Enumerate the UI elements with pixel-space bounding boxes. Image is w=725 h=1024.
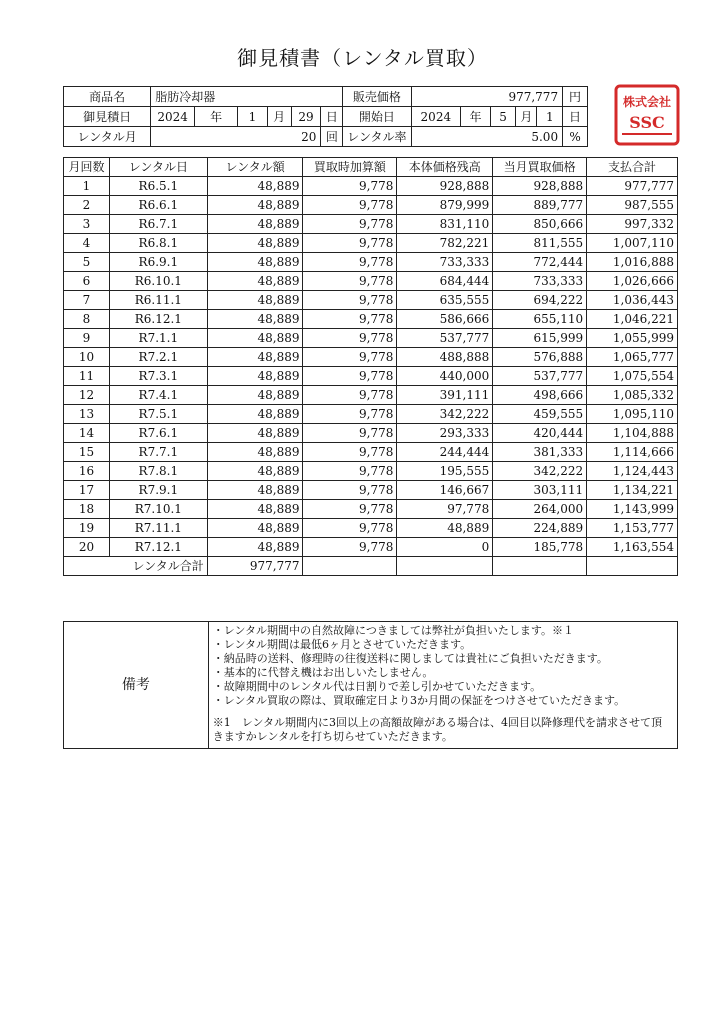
month-number-cell: 20	[64, 538, 110, 557]
remaining-balance-cell: 146,667	[397, 481, 493, 500]
buyout-addition-cell: 9,778	[303, 348, 397, 367]
remarks-line: ・納品時の送料、修理時の往復送料に関しましては貴社にご負担いただきます。	[212, 652, 608, 665]
remaining-balance-cell: 97,778	[397, 500, 493, 519]
month-number-cell: 9	[64, 329, 110, 348]
payment-total-cell: 1,104,888	[587, 424, 678, 443]
rental-date-cell: R7.7.1	[109, 443, 207, 462]
company-seal-icon	[614, 84, 680, 146]
remaining-balance-cell: 928,888	[397, 177, 493, 196]
remaining-balance-cell: 244,444	[397, 443, 493, 462]
payment-total-cell: 1,085,332	[587, 386, 678, 405]
empty-cell	[397, 557, 493, 576]
remaining-balance-cell: 684,444	[397, 272, 493, 291]
month-number-cell: 6	[64, 272, 110, 291]
buyout-addition-cell: 9,778	[303, 253, 397, 272]
buyout-addition-cell: 9,778	[303, 386, 397, 405]
month-number-cell: 12	[64, 386, 110, 405]
start-date-year: 2024	[411, 107, 461, 127]
rental-months-unit: 回	[321, 127, 343, 147]
rental-date-cell: R7.11.1	[109, 519, 207, 538]
month-number-cell: 14	[64, 424, 110, 443]
remaining-balance-cell: 293,333	[397, 424, 493, 443]
rental-amount-cell: 48,889	[207, 500, 303, 519]
buyout-addition-cell: 9,778	[303, 367, 397, 386]
table-row	[64, 500, 678, 519]
buyout-price-cell: 811,555	[493, 234, 587, 253]
rental-date-cell: R7.8.1	[109, 462, 207, 481]
rental-amount-cell: 48,889	[207, 481, 303, 500]
table-row	[64, 519, 678, 538]
buyout-price-cell: 733,333	[493, 272, 587, 291]
month-number-cell: 17	[64, 481, 110, 500]
table-row	[64, 215, 678, 234]
rental-amount-cell: 48,889	[207, 405, 303, 424]
remaining-balance-cell: 586,666	[397, 310, 493, 329]
remaining-balance-cell: 537,777	[397, 329, 493, 348]
product-value: 脂肪冷却器	[151, 87, 343, 107]
rental-date-cell: R7.5.1	[109, 405, 207, 424]
payment-total-cell: 1,036,443	[587, 291, 678, 310]
buyout-addition-cell: 9,778	[303, 215, 397, 234]
rental-amount-cell: 48,889	[207, 329, 303, 348]
buyout-addition-cell: 9,778	[303, 538, 397, 557]
quote-date-day: 29	[291, 107, 321, 127]
remaining-balance-cell: 0	[397, 538, 493, 557]
buyout-price-cell: 615,999	[493, 329, 587, 348]
remaining-balance-cell: 391,111	[397, 386, 493, 405]
payment-total-cell: 977,777	[587, 177, 678, 196]
buyout-price-cell: 576,888	[493, 348, 587, 367]
empty-cell	[493, 557, 587, 576]
month-number-cell: 2	[64, 196, 110, 215]
rental-date-cell: R6.8.1	[109, 234, 207, 253]
rental-date-cell: R7.4.1	[109, 386, 207, 405]
payment-total-cell: 1,046,221	[587, 310, 678, 329]
table-row	[64, 424, 678, 443]
document-title: 御見積書（レンタル買取）	[237, 46, 488, 70]
month-number-cell: 16	[64, 462, 110, 481]
payment-total-cell: 1,134,221	[587, 481, 678, 500]
rental-date-cell: R6.6.1	[109, 196, 207, 215]
table-row	[64, 443, 678, 462]
payment-total-cell: 1,016,888	[587, 253, 678, 272]
buyout-addition-cell: 9,778	[303, 177, 397, 196]
payment-total-cell: 997,332	[587, 215, 678, 234]
rental-amount-cell: 48,889	[207, 424, 303, 443]
month-number-cell: 7	[64, 291, 110, 310]
buyout-addition-cell: 9,778	[303, 405, 397, 424]
buyout-addition-cell: 9,778	[303, 310, 397, 329]
buyout-price-cell: 342,222	[493, 462, 587, 481]
month-number-cell: 11	[64, 367, 110, 386]
start-date-day-unit: 日	[563, 107, 588, 127]
quote-info-table	[63, 86, 588, 147]
buyout-price-cell: 655,110	[493, 310, 587, 329]
empty-cell	[303, 557, 397, 576]
rental-amount-cell: 48,889	[207, 234, 303, 253]
buyout-addition-cell: 9,778	[303, 234, 397, 253]
rental-amount-cell: 48,889	[207, 272, 303, 291]
quote-date-month: 1	[238, 107, 267, 127]
table-row	[64, 348, 678, 367]
remaining-balance-cell: 440,000	[397, 367, 493, 386]
table-row	[64, 405, 678, 424]
buyout-price-cell: 185,778	[493, 538, 587, 557]
column-header: 当月買取価格	[493, 158, 587, 177]
remaining-balance-cell: 635,555	[397, 291, 493, 310]
payment-total-cell: 1,026,666	[587, 272, 678, 291]
remarks-line: ・基本的に代替え機はお出しいたしません。	[212, 666, 434, 679]
remarks-list	[213, 624, 673, 708]
quote-date-year-unit: 年	[195, 107, 238, 127]
rental-date-cell: R6.12.1	[109, 310, 207, 329]
rental-date-cell: R7.1.1	[109, 329, 207, 348]
table-row	[64, 196, 678, 215]
rental-date-cell: R7.12.1	[109, 538, 207, 557]
rental-months-value: 20	[151, 127, 321, 147]
rental-date-cell: R7.9.1	[109, 481, 207, 500]
rental-amount-cell: 48,889	[207, 538, 303, 557]
buyout-addition-cell: 9,778	[303, 443, 397, 462]
rental-date-cell: R7.6.1	[109, 424, 207, 443]
price-unit: 円	[563, 87, 588, 107]
table-row	[64, 386, 678, 405]
rental-date-cell: R6.7.1	[109, 215, 207, 234]
month-number-cell: 5	[64, 253, 110, 272]
price-value: 977,777	[411, 87, 563, 107]
remarks-line: ・レンタル買取の際は、買取確定日より3か月間の保証をつけさせていただきます。	[212, 694, 626, 707]
empty-cell	[587, 557, 678, 576]
payment-total-cell: 1,095,110	[587, 405, 678, 424]
rental-schedule-table	[63, 157, 678, 576]
buyout-addition-cell: 9,778	[303, 424, 397, 443]
rental-amount-cell: 48,889	[207, 443, 303, 462]
payment-total-cell: 1,153,777	[587, 519, 678, 538]
remaining-balance-cell: 831,110	[397, 215, 493, 234]
rental-amount-cell: 48,889	[207, 215, 303, 234]
table-row	[64, 481, 678, 500]
rental-total-label: レンタル合計	[64, 557, 208, 576]
remarks-table	[63, 621, 678, 749]
rental-rate-unit: %	[563, 127, 588, 147]
remarks-line: ・レンタル期間は最低6ヶ月とさせていただきます。	[212, 638, 472, 651]
rental-date-cell: R6.10.1	[109, 272, 207, 291]
buyout-addition-cell: 9,778	[303, 500, 397, 519]
buyout-price-cell: 537,777	[493, 367, 587, 386]
remaining-balance-cell: 733,333	[397, 253, 493, 272]
column-header: レンタル額	[207, 158, 303, 177]
table-row	[64, 538, 678, 557]
rental-date-cell: R7.2.1	[109, 348, 207, 367]
remarks-note: ※1 レンタル期間内に3回以上の高額故障がある場合は、4回目以降修理代を請求させて頂きますかレンタルを打ち切らせていただきます。	[212, 716, 663, 743]
payment-total-cell: 1,163,554	[587, 538, 678, 557]
column-header: レンタル日	[109, 158, 207, 177]
table-row	[64, 272, 678, 291]
rental-amount-cell: 48,889	[207, 519, 303, 538]
month-number-cell: 1	[64, 177, 110, 196]
rental-total-row	[64, 557, 678, 576]
payment-total-cell: 1,143,999	[587, 500, 678, 519]
buyout-addition-cell: 9,778	[303, 272, 397, 291]
rental-months-label: レンタル月	[64, 127, 151, 147]
rental-amount-cell: 48,889	[207, 291, 303, 310]
table-row	[64, 234, 678, 253]
payment-total-cell: 1,124,443	[587, 462, 678, 481]
quote-date-day-unit: 日	[321, 107, 343, 127]
quote-date-label: 御見積日	[64, 107, 151, 127]
rental-date-cell: R6.11.1	[109, 291, 207, 310]
remarks-label: 備考	[64, 622, 209, 749]
remaining-balance-cell: 195,555	[397, 462, 493, 481]
start-date-month-unit: 月	[516, 107, 537, 127]
month-number-cell: 19	[64, 519, 110, 538]
buyout-price-cell: 420,444	[493, 424, 587, 443]
payment-total-cell: 1,114,666	[587, 443, 678, 462]
payment-total-cell: 1,065,777	[587, 348, 678, 367]
buyout-addition-cell: 9,778	[303, 481, 397, 500]
rental-date-cell: R6.9.1	[109, 253, 207, 272]
table-row	[64, 310, 678, 329]
buyout-price-cell: 224,889	[493, 519, 587, 538]
buyout-price-cell: 889,777	[493, 196, 587, 215]
rental-rate-value: 5.00	[411, 127, 563, 147]
buyout-price-cell: 694,222	[493, 291, 587, 310]
buyout-price-cell: 303,111	[493, 481, 587, 500]
start-date-label: 開始日	[343, 107, 411, 127]
table-row	[64, 291, 678, 310]
quote-date-month-unit: 月	[267, 107, 291, 127]
buyout-price-cell: 498,666	[493, 386, 587, 405]
rental-total-value: 977,777	[207, 557, 303, 576]
buyout-price-cell: 772,444	[493, 253, 587, 272]
rental-amount-cell: 48,889	[207, 196, 303, 215]
buyout-price-cell: 264,000	[493, 500, 587, 519]
column-header: 月回数	[64, 158, 110, 177]
month-number-cell: 18	[64, 500, 110, 519]
rental-date-cell: R7.3.1	[109, 367, 207, 386]
rental-amount-cell: 48,889	[207, 386, 303, 405]
buyout-addition-cell: 9,778	[303, 462, 397, 481]
rental-amount-cell: 48,889	[207, 177, 303, 196]
column-header: 支払合計	[587, 158, 678, 177]
buyout-addition-cell: 9,778	[303, 519, 397, 538]
buyout-price-cell: 459,555	[493, 405, 587, 424]
table-row	[64, 253, 678, 272]
buyout-price-cell: 928,888	[493, 177, 587, 196]
table-header-row	[64, 158, 678, 177]
remaining-balance-cell: 782,221	[397, 234, 493, 253]
payment-total-cell: 1,007,110	[587, 234, 678, 253]
rental-rate-label: レンタル率	[343, 127, 411, 147]
month-number-cell: 4	[64, 234, 110, 253]
rental-amount-cell: 48,889	[207, 253, 303, 272]
remaining-balance-cell: 342,222	[397, 405, 493, 424]
quote-date-year: 2024	[151, 107, 195, 127]
buyout-addition-cell: 9,778	[303, 196, 397, 215]
rental-amount-cell: 48,889	[207, 367, 303, 386]
rental-amount-cell: 48,889	[207, 310, 303, 329]
table-row	[64, 367, 678, 386]
rental-amount-cell: 48,889	[207, 348, 303, 367]
buyout-price-cell: 850,666	[493, 215, 587, 234]
month-number-cell: 8	[64, 310, 110, 329]
month-number-cell: 3	[64, 215, 110, 234]
column-header: 買取時加算額	[303, 158, 397, 177]
table-row	[64, 462, 678, 481]
payment-total-cell: 1,055,999	[587, 329, 678, 348]
seal-line2: SSC	[629, 113, 665, 132]
remaining-balance-cell: 879,999	[397, 196, 493, 215]
remarks-line: ・レンタル期間中の自然故障につきましては弊社が負担いたします。※１	[212, 624, 574, 637]
rental-date-cell: R6.5.1	[109, 177, 207, 196]
month-number-cell: 13	[64, 405, 110, 424]
rental-amount-cell: 48,889	[207, 462, 303, 481]
payment-total-cell: 987,555	[587, 196, 678, 215]
table-row	[64, 329, 678, 348]
rental-date-cell: R7.10.1	[109, 500, 207, 519]
month-number-cell: 15	[64, 443, 110, 462]
remarks-content	[208, 622, 677, 749]
remarks-line: ・故障期間中のレンタル代は日割りで差し引かせていただきます。	[212, 680, 542, 693]
start-date-year-unit: 年	[461, 107, 491, 127]
product-label: 商品名	[64, 87, 151, 107]
price-label: 販売価格	[343, 87, 411, 107]
month-number-cell: 10	[64, 348, 110, 367]
remaining-balance-cell: 48,889	[397, 519, 493, 538]
table-row	[64, 177, 678, 196]
column-header: 本体価格残高	[397, 158, 493, 177]
buyout-addition-cell: 9,778	[303, 291, 397, 310]
payment-total-cell: 1,075,554	[587, 367, 678, 386]
start-date-month: 5	[490, 107, 516, 127]
remaining-balance-cell: 488,888	[397, 348, 493, 367]
seal-line1: 株式会社	[622, 95, 672, 109]
buyout-price-cell: 381,333	[493, 443, 587, 462]
buyout-addition-cell: 9,778	[303, 329, 397, 348]
start-date-day: 1	[537, 107, 563, 127]
